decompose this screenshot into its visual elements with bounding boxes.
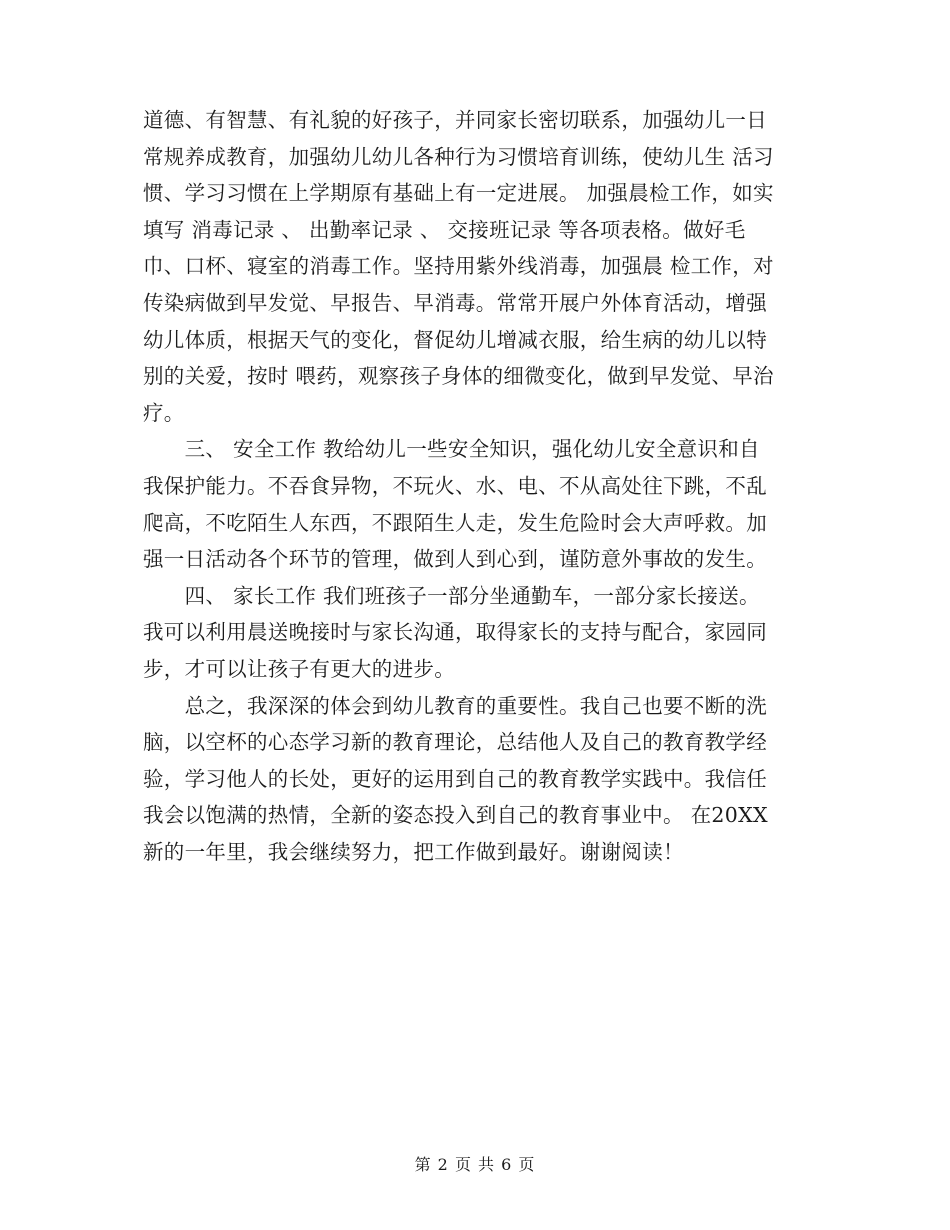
conclusion-line: 总之，我深深的体会到幼儿教育的重要性。我自己也要不断的洗 (143, 693, 767, 718)
text-line: 我会以饱满的热情，全新的姿态投入到自己的教育事业中。 在20XX (143, 803, 768, 828)
text-line: 惯、学习习惯在上学期原有基础上有一定进展。 加强晨检工作，如实 (143, 181, 774, 206)
text-line: 爬高，不吃陌生人东西，不跟陌生人走，发生危险时会大声呼救。加 (143, 510, 767, 535)
text-line: 我保护能力。不吞食异物，不玩火、水、电、不从高处往下跳，不乱 (143, 473, 767, 498)
text-line: 疗。 (143, 400, 185, 425)
text-line: 填写 消毒记录 、 出勤率记录 、 交接班记录 等各项表格。做好毛 (143, 217, 746, 242)
document-body (143, 102, 808, 870)
text-line: 新的一年里，我会继续努力，把工作做到最好。谢谢阅读！ (143, 839, 684, 864)
text-line: 幼儿体质，根据天气的变化，督促幼儿增减衣服，给生病的幼儿以特 (143, 327, 767, 352)
page-number-footer: 第 2 页 共 6 页 (414, 1155, 536, 1174)
text-line: 传染病做到早发觉、早报告、早消毒。常常开展户外体育活动，增强 (143, 290, 767, 315)
text-line: 巾、口杯、寝室的消毒工作。坚持用紫外线消毒，加强晨 检工作，对 (143, 254, 774, 279)
text-line: 强一日活动各个环节的管理，做到人到心到，谨防意外事故的发生。 (143, 547, 767, 572)
section-heading-safety: 三、 安全工作 教给幼儿一些安全知识，强化幼儿安全意识和自 (143, 437, 760, 462)
text-line: 常规养成教育，加强幼儿幼儿各种行为习惯培育训练，使幼儿生 活习 (143, 144, 774, 169)
text-line: 步，才可以让孩子有更大的进步。 (143, 656, 455, 681)
text-line: 验，学习他人的长处，更好的运用到自己的教育教学实践中。我信任 (143, 766, 767, 791)
text-line: 脑，以空杯的心态学习新的教育理论，总结他人及自己的教育教学经 (143, 730, 767, 755)
text-line: 别的关爱，按时 喂药，观察孩子身体的细微变化，做到早发觉、早治 (143, 364, 774, 389)
text-line: 我可以利用晨送晚接时与家长沟通，取得家长的支持与配合，家园同 (143, 620, 767, 645)
section-heading-parents: 四、 家长工作 我们班孩子一部分坐通勤车，一部分家长接送。 (143, 583, 760, 608)
text-line: 道德、有智慧、有礼貌的好孩子，并同家长密切联系，加强幼儿一日 (143, 108, 767, 132)
